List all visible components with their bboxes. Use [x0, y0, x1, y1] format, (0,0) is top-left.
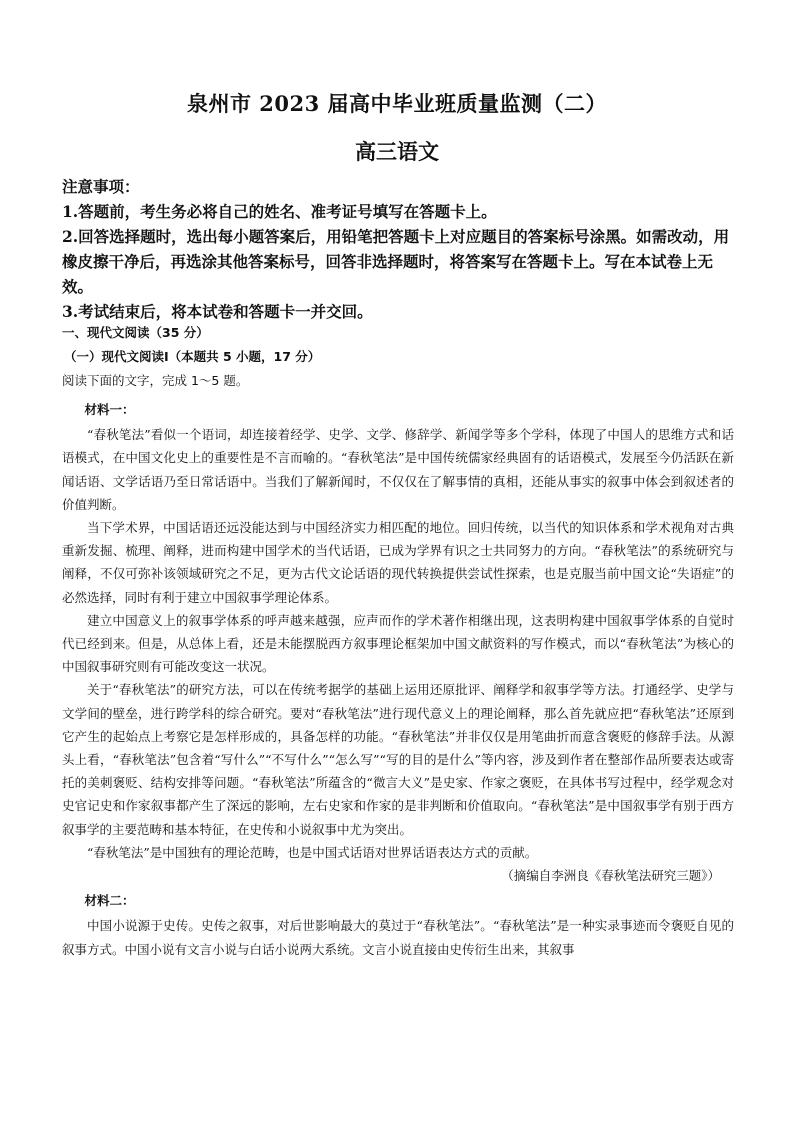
paragraph: 建立中国意义上的叙事学体系的呼声越来越强，应声而作的学术著作相继出现，这表明构建中国叙事学体系的自觉时代已经到来。但是，从总体上看，还是未能摆脱西方叙事理论框架加中国文献资料的写作模式，而以“春秋笔法”为核心的中国叙事研究则有可能改变这一状况。 — [62, 612, 734, 675]
material-label: 材料二： — [84, 893, 135, 909]
reading-instruction: 阅读下面的文字，完成 1～5 题。 — [62, 373, 249, 388]
notes-item: 2.回答选择题时，选出每小题答案后，用铅笔把答题卡上对应题目的答案标号涂黑。如需改动，用橡皮擦干净后，再选涂其他答案标号，回答非选择题时，将答案写在答题卡上。写在本试卷上无效。 — [62, 227, 730, 296]
paragraph: 关于“春秋笔法”的研究方法，可以在传统考据学的基础上运用还原批评、阐释学和叙事学等方法。打通经学、史学与文学间的壁垒，进行跨学科的综合研究。要对“春秋笔法”进行现代意义上的理论阐释，那么首先就应把“春秋笔法”还原到它产生的起始点上考察它是怎样形成的，具备怎样的功能。“春秋笔法”并非仅仅是用笔曲折而意含褒贬的修辞手法。从源头上看，“春秋笔法”包含着“写什么”“不写什么”“怎么写”“写的目的是什么”等内容，涉及到作者在整部作品所要表达或寄托的美刺褒贬、结构安排等问题。“春秋笔法”所蕴含的“微言大义”是史家、作家之褒贬，在具体书写过程中，经学观念对史官记史和作家叙事都产生了深远的影响，左右史家和作家的是非判断和价值取向。“春秋笔法”是中国叙事学有别于西方叙事学的主要范畴和基本特征，在史传和小说叙事中尤为突出。 — [62, 682, 734, 837]
part-heading: 一、现代文阅读（35 分） — [62, 325, 209, 340]
paragraph: “春秋笔法”是中国独有的理论范畴，也是中国式话语对世界话语表达方式的贡献。 — [87, 844, 538, 860]
notes-heading: 注意事项： — [62, 177, 140, 196]
paragraph: 当下学术界，中国话语还远没能达到与中国经济实力相匹配的地位。回归传统，以当代的知识体系和学术视角对古典重新发掘、梳理、阐释，进而构建中国学术的当代话语，已成为学界有识之士共同努力的方向。“春秋笔法”的系统研究与阐释，不仅可弥补该领域研究之不足，更为古代文论话语的现代转换提供尝试性探索，也是克服当前中国文论“失语症”的必然选择，同时有利于建立中国叙事学理论体系。 — [62, 520, 734, 605]
reading-body — [62, 396, 734, 961]
notes-block — [62, 174, 734, 324]
notes-item: 1.答题前，考生务必将自己的姓名、准考证号填写在答题卡上。 — [62, 202, 497, 221]
section-header — [62, 321, 734, 393]
exam-title: 泉州市 2023 届高中毕业班质量监测（二） — [186, 91, 608, 116]
subsection-heading: （一）现代文阅读Ⅰ（本题共 5 小题，17 分） — [64, 349, 321, 364]
notes-item: 3.考试结束后，将本试卷和答题卡一并交回。 — [62, 302, 373, 321]
paragraph: “春秋笔法”看似一个语词，却连接着经学、史学、文学、修辞学、新闻学等多个学科，体现了中国人的思维方式和话语模式，在中国文化史上的重要性是不言而喻的。“春秋笔法”是中国传统儒家经典固有的话语模式，发展至今仍活跃在新闻话语、文学话语乃至日常话语中。当我们了解新闻时，不仅仅在了解事情的真相，还能从事实的叙事中体会到叙述者的价值判断。 — [62, 427, 734, 512]
source-citation: （摘编自李洲良《春秋笔法研究三题》） — [501, 868, 720, 884]
exam-subtitle: 高三语文 — [355, 139, 439, 164]
paragraph: 中国小说源于史传。史传之叙事，对后世影响最大的莫过于“春秋笔法”。“春秋笔法”是一种实录事迹而令褒贬自见的叙事方式。中国小说有文言小说与白话小说两大系统。文言小说直接由史传衍生出来，其叙事 — [62, 918, 734, 957]
material-label: 材料一： — [84, 402, 135, 417]
